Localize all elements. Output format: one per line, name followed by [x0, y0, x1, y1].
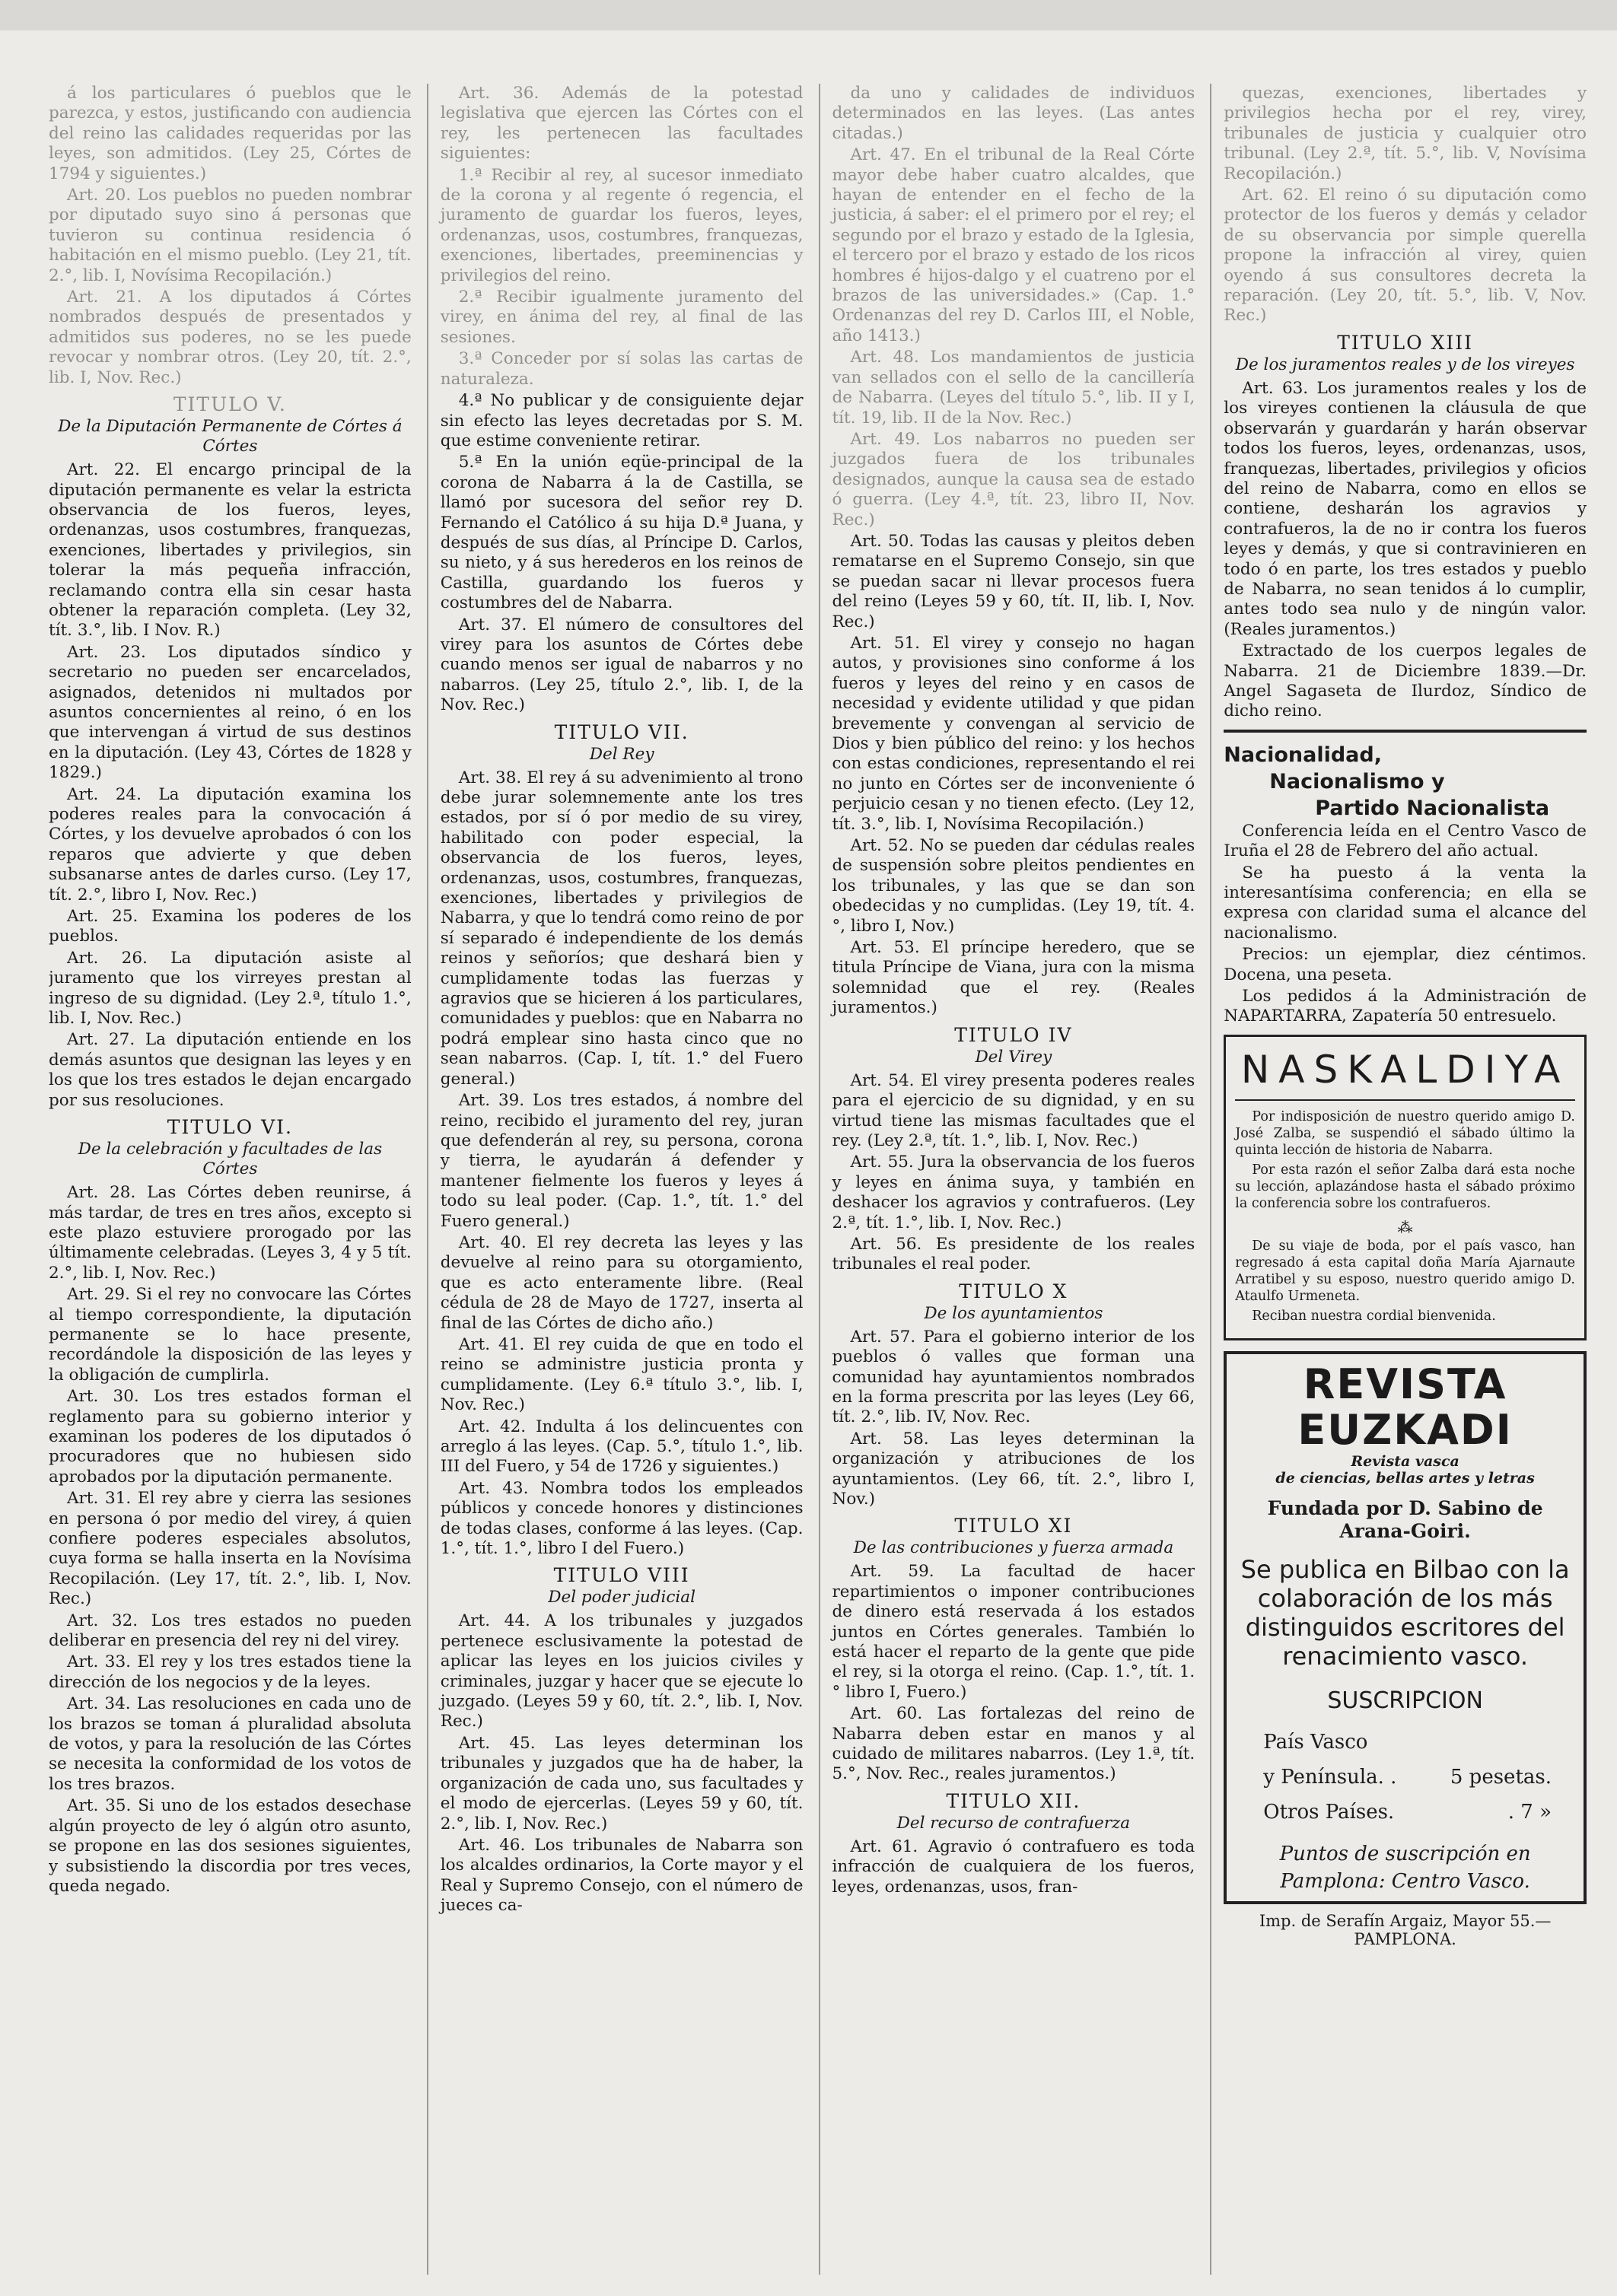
titulo-heading: TITULO XI	[954, 1515, 1073, 1538]
article-paragraph: Art. 62. El reino ó su diputación como protector de los fueros y demás y celador de su observancia por simple querella propone la infracción al virey, quien oyendo á sus consultores decreta la reparación. (Ley 20, tít. 5.°, lib. V, Nov. Rec.)	[1224, 186, 1587, 326]
revista-subtitle-2: de ciencias, bellas artes y letras	[1275, 1469, 1535, 1487]
article-paragraph: Art. 30. Los tres estados forman el reglamento para su gobierno interior y examinan los poderes de los diputados ó procuradores que no hubiesen sido aprobados por la diputación permanente.	[49, 1387, 412, 1487]
revista-subscription-heading: SUSCRIPCION	[1327, 1687, 1483, 1714]
article-paragraph: Art. 48. Los mandamientos de justicia van sellados con el sello de la cancillería de Nabarra. (Leyes del título 5.°, lib. II y I, tít. 19, lib. II de la Nov. Rec.)	[832, 348, 1195, 428]
article-paragraph: 1.ª Recibir al rey, al sucesor inmediato de la corona y al regente ó regencia, el juramento de guardar los fueros, leyes, ordenanzas, usos, costumbres, franquezas, exenciones, libertades, preeminencias y privilegios del reino.	[440, 165, 804, 285]
article-paragraph: Art. 61. Agravio ó contrafuero es toda infracción de cualquiera de los fueros, leyes, ordenanzas, usos, fran-	[832, 1836, 1195, 1897]
titulo-subheading: De las contribuciones y fuerza armada	[853, 1538, 1174, 1558]
column-1	[49, 84, 412, 2275]
naskaldiya-para: Reciban nuestra cordial bienvenida.	[1252, 1308, 1496, 1324]
article-paragraph: Art. 47. En el tribunal de la Real Córte mayor debe haber cuatro alcaldes, que hayan de entender en el fecho de la justicia, á saber: el el primero por el rey; el segundo por el brazo y estado de la Iglesia, el tercero por el brazo y estado de los ricos hombres é hijos-dalgo y el cuatreno por el brazos de las universidades.» (Cap. 1.° Ordenanzas del rey D. Carlos III, el Noble, año 1413.)	[832, 145, 1195, 345]
naskaldiya-para: Por esta razón el señor Zalba dará esta noche su lección, aplazándose hasta el sábado próximo la conferencia sobre los contrafueros.	[1235, 1162, 1575, 1211]
titulo-subheading: De la Diputación Permanente de Córtes á Córtes	[58, 417, 403, 456]
titulo-heading: TITULO VIII	[553, 1564, 690, 1587]
article-paragraph: Art. 20. Los pueblos no pueden nombrar por diputado suyo sino á personas que tuvieron su continua residencia ó habitación en el mismo pueblo. (Ley 21, tít. 2.°, lib. I, Novísima Recopilación.)	[49, 186, 412, 285]
naskaldiya-rule	[1235, 1099, 1575, 1101]
article-paragraph: Art. 38. El rey á su advenimiento al trono debe jurar solemnemente ante los tres estados, por sí ó por medio de su virey, habilitado con poder especial, la observancia de los fueros, leyes, ordenanzas, usos, costumbres, franquezas, exenciones, libertades y privilegios de Nabarra, y que lo tendrá como reino de por sí separado é independiente de los demás reinos y señoríos; que deshará bien y cumplidamente todas las fuerzas y agravios que se hicieren á los particulares, comunidades y pueblos: que en Nabarra no podrá emplear sino hasta cinco que no sean nabarros. (Cap. I, tít. 1.° del Fuero general.)	[440, 768, 804, 1089]
article-paragraph: Art. 26. La diputación asiste al juramento que los virreyes prestan al ingreso de su dignidad. (Ley 2.ª, título 1.°, lib. I, Nov. Rec.)	[49, 948, 412, 1029]
printer-imprint: Imp. de Serafín Argaiz, Mayor 55.—PAMPLONA.	[1259, 1911, 1552, 1948]
article-paragraph: Art. 59. La facultad de hacer repartimientos o imponer contribuciones de dinero está reservada á los estados juntos en Córtes generales. También lo está hacer el reparto de la gente que pide el rey, si la otorga el reino. (Cap. 1.°, tít. 1.° libro I, Fuero.)	[832, 1562, 1195, 1702]
revista-euzkadi-ad	[1224, 1351, 1587, 1904]
nacionalidad-heading-line-1: Nacionalidad,	[1224, 743, 1382, 767]
titulo-heading: TITULO V.	[173, 393, 287, 416]
titulo-subheading: Del Rey	[589, 744, 654, 764]
article-paragraph: Art. 25. Examina los poderes de los pueblos.	[49, 907, 412, 946]
revista-founder: Fundada por D. Sabino de Arana-Goiri.	[1267, 1496, 1543, 1542]
article-paragraph: Art. 24. La diputación examina los poderes reales para la convocación á Córtes, y los devuelve aprobados ó con los reparos que advierte y que deben subsanarse antes de darles curso. (Ley 17, tít. 2.°, libro I, Nov. Rec.)	[49, 784, 412, 905]
price-value: . 7 »	[1507, 1800, 1552, 1824]
article-paragraph: Art. 34. Las resoluciones en cada uno de los brazos se toman á pluralidad absoluta de votos, y para la resolución de las Córtes se necesita la conformidad de los votos de los tres brazos.	[49, 1694, 412, 1794]
nacionalidad-heading-line-2: Nacionalismo y	[1269, 769, 1445, 793]
columns	[49, 84, 1587, 2275]
article-paragraph: Art. 29. Si el rey no convocare las Córtes al tiempo correspondiente, la diputación permanente se lo hace presente, recordándole la disposición de las leyes y la obligación de cumplirla.	[49, 1285, 412, 1385]
naskaldiya-title: NASKALDIYA	[1240, 1047, 1570, 1092]
titulo-subheading: De los juramentos reales y de los vireyes	[1235, 355, 1575, 374]
naskaldiya-para: Por indisposición de nuestro querido amigo D. José Zalba, se suspendió el sábado último la quinta lección de historia de Nabarra.	[1235, 1108, 1575, 1158]
article-paragraph: Art. 28. Las Córtes deben reunirse, á más tardar, de tres en tres años, excepto si este plazo estuviere prorogado por las últimamente celebradas. (Leyes 3, 4 y 5 tít. 2.°, lib. I, Nov. Rec.)	[49, 1183, 412, 1283]
article-paragraph: Art. 52. No se pueden dar cédulas reales de suspensión sobre pleitos pendientes en los tribunales, y las que se dan son obedecidas y no cumplidas. (Ley 19, tít. 4.°, libro I, Nov.)	[832, 836, 1195, 936]
article-paragraph: Art. 40. El rey decreta las leyes y las devuelve al reino para su otorgamiento, que es acto enteramente libre. (Real cédula de 28 de Mayo de 1727, inserta al final de las Córtes de dicho año.)	[440, 1232, 804, 1333]
article-paragraph: quezas, exenciones, libertades y privilegios hecha por el rey, virey, tribunales de justicia y cualquier otro tribunal. (Ley 2.ª, tít. 5.°, lib. V, Novísima Recopilación.)	[1224, 84, 1587, 183]
article-paragraph: Art. 58. Las leyes determinan la organización y atribuciones de los ayuntamientos. (Ley 66, tít. 2.°, libro I, Nov.)	[832, 1429, 1195, 1509]
article-paragraph: Art. 63. Los juramentos reales y los de los vireyes contienen la cláusula de que observarán y guardarán y harán observar todos los fueros, leyes, ordenanzas, usos, franquezas, libertades, privilegios y oficios del reino de Nabarra, como en ellos se contiene, desharán los agravios y contrafueros, la de no ir contra los fueros leyes y demás, y que si contravinieren en todo ó en parte, los tres estados y pueblo de Nabarra, no sean tenidos á lo cumplir, antes todo sea nulo y de ningún valor. (Reales juramentos.)	[1224, 378, 1587, 639]
titulo-heading: TITULO VII.	[554, 720, 689, 743]
article-paragraph: Art. 55. Jura la observancia de los fueros y leyes en ánima suya, y también en deshacer los agravios y contrafueros. (Ley 2.ª, tít. 1.°, lib. I, Nov. Rec.)	[832, 1153, 1195, 1232]
titulo-subheading: Del poder judicial	[548, 1588, 696, 1608]
revista-points: Puntos de suscripción en Pamplona: Centro Vasco.	[1279, 1842, 1531, 1893]
article-paragraph: Art. 51. El virey y consejo no hagan autos, y provisiones sino conforme á los fueros y leyes del reino y en casos de necesidad y evidente utilidad y que pidan brevemente y convengan al servicio de Dios y bien público del reino: y los hechos con estas condiciones, representando el rei no junto en Córtes ser de inconveniente ó perjuicio cesan y no tienen efecto. (Ley 12, tít. 3.°, lib. I, Novísima Recopilación.)	[832, 633, 1195, 834]
price-row	[1236, 1725, 1574, 1760]
article-paragraph: á los particulares ó pueblos que le parezca, y estos, justificando con audiencia del reino las calidades requeridas por las leyes, son admitidos. (Ley 25, Córtes de 1794 y siguientes.)	[49, 84, 412, 183]
article-paragraph: Art. 42. Indulta á los delincuentes con arreglo á las leyes. (Cap. 5.°, título 1.°, lib. III del Fuero, y 54 de 1726 y siguientes.)	[440, 1417, 804, 1477]
article-paragraph: Art. 21. A los diputados á Córtes nombrados después de presentados y admitidos sus poderes, no se les puede revocar y nombrar otros. (Ley 20, tít. 2.°, lib. I, Nov. Rec.)	[49, 288, 412, 387]
price-label: Otros Países.	[1263, 1800, 1395, 1824]
nacionalidad-para: Conferencia leída en el Centro Vasco de Iruña el 28 de Febrero del año actual.	[1224, 821, 1587, 861]
article-paragraph: Art. 22. El encargo principal de la diputación permanente es velar la estricta observancia de los fueros, leyes, ordenanzas, usos costumbres, franquezas, exenciones, libertades y privilegios, sin tolerar la más pequeña infracción, reclamando contra ella sin cesar hasta obtener la reparación completa. (Ley 32, tít. 3.°, lib. I Nov. R.)	[49, 460, 412, 641]
price-row	[1236, 1760, 1574, 1795]
titulo-subheading: Del Virey	[975, 1047, 1052, 1067]
article-paragraph: Art. 37. El número de consultores del virey para los asuntos de Córtes debe cuando menos ser igual de nabarros y no nabarros. (Ley 25, título 2.°, lib. I, de la Nov. Rec.)	[440, 615, 804, 715]
article-paragraph: Art. 50. Todas las causas y pleitos deben rematarse en el Supremo Consejo, sin que se puedan sacar ni llevar procesos fuera del reino (Leyes 59 y 60, tít. II, lib. I, Nov. Rec.)	[832, 531, 1195, 631]
nacionalidad-heading-line-3: Partido Nacionalista	[1315, 796, 1550, 820]
article-paragraph: Art. 35. Si uno de los estados desechase algún proyecto de ley ó algún otro asunto, se propone en las dos sesiones siguientes, y subsistiendo la discordia por tres veces, queda negado.	[49, 1796, 412, 1896]
article-paragraph: Art. 49. Los nabarros no pueden ser juzgados fuera de los tribunales designados, aunque la causa sea de estado ó guerra. (Ley 4.ª, tít. 23, libro II, Nov. Rec.)	[832, 429, 1195, 529]
nacionalidad-para: Se ha puesto á la venta la interesantísima conferencia; en ella se expresa con claridad suma el alcance del nacionalismo.	[1224, 863, 1587, 943]
naskaldiya-box	[1224, 1035, 1587, 1340]
article-paragraph: da uno y calidades de individuos determinados en las leyes. (Las antes citadas.)	[832, 84, 1195, 143]
nacionalidad-heading	[1224, 742, 1587, 822]
article-paragraph: Art. 54. El virey presenta poderes reales para el ejercicio de su dignidad, y en su virtud tiene las mismas facultades que el rey. (Ley 2.ª, tít. 1.°, lib. I, Nov. Rec.)	[832, 1070, 1195, 1150]
column-3	[819, 84, 1195, 2275]
column-2	[427, 84, 804, 2275]
article-paragraph: Art. 56. Es presidente de los reales tribunales el real poder.	[832, 1234, 1195, 1274]
article-paragraph: Art. 27. La diputación entiende en los demás asuntos que designan las leyes y en los que los tres estados le dejan encargado por sus resoluciones.	[49, 1030, 412, 1110]
revista-body: Se publica en Bilbao con la colaboración de los más distinguidos escritores del renacimiento vasco.	[1240, 1554, 1570, 1671]
article-paragraph: 3.ª Conceder por sí solas las cartas de naturaleza.	[440, 349, 804, 389]
article-paragraph: Art. 33. El rey y los tres estados tiene la dirección de los negocios y de la leyes.	[49, 1652, 412, 1692]
article-paragraph: Art. 36. Además de la potestad legislativa que ejercen las Córtes con el rey, les pertenecen las facultades siguientes:	[440, 84, 804, 164]
revista-subtitle: Revista vasca	[1351, 1452, 1459, 1470]
price-label: y Península. .	[1263, 1765, 1397, 1789]
titulo-heading: TITULO VI.	[167, 1116, 293, 1139]
nacionalidad-para: Precios: un ejemplar, diez céntimos. Docena, una peseta.	[1224, 945, 1587, 984]
divider-rule	[1224, 730, 1587, 733]
price-value: 5 pesetas.	[1450, 1765, 1552, 1789]
titulo-heading: TITULO X	[959, 1280, 1068, 1302]
article-paragraph: Art. 43. Nombra todos los empleados públicos y concede honores y distinciones de todas clases, conforme á las leyes. (Cap. 1.°, tít. 1.°, libro I del Fuero.)	[440, 1478, 804, 1559]
column-4	[1210, 84, 1587, 2275]
article-paragraph: Art. 23. Los diputados síndico y secretario no pueden ser encarcelados, asignados, detenidos ni multados por asuntos concernientes al reino, ó en los que intervengan á virtud de sus destinos en la diputación. (Ley 43, Córtes de 1828 y 1829.)	[49, 642, 412, 783]
article-paragraph: Art. 53. El príncipe heredero, que se titula Príncipe de Viana, jura con la misma solemnidad que el rey. (Reales juramentos.)	[832, 938, 1195, 1018]
titulo-subheading: De la celebración y facultades de las Córtes	[78, 1140, 383, 1179]
article-paragraph: Art. 60. Las fortalezas del reino de Nabarra deben estar en manos y al cuidado de militares nabarros. (Ley 1.ª, tít. 5.°, Nov. Rec., reales juramentos.)	[832, 1704, 1195, 1784]
scan-top-strip	[0, 0, 1617, 30]
article-paragraph: Art. 32. Los tres estados no pueden deliberar en presencia del rey ni del virey.	[49, 1611, 412, 1651]
article-paragraph: 2.ª Recibir igualmente juramento del virey, en ánima del rey, al final de las sesiones.	[440, 288, 804, 347]
article-paragraph: 5.ª En la unión eqüe-principal de la corona de Nabarra á la de Castilla, se llamó por sucesora del señor rey D. Fernando el Católico á su hija D.ª Juana, y después de sus días, al Príncipe D. Carlos, su nieto, y á sus herederos en los reinos de Castilla, guardando los fueros y costumbres del de Nabarra.	[440, 453, 804, 613]
article-paragraph: 4.ª No publicar y de consiguiente dejar sin efecto las leyes decretadas por S. M. que estime conveniente retirar.	[440, 391, 804, 450]
titulo-heading: TITULO XIII	[1337, 331, 1473, 354]
titulo-subheading: Del recurso de contrafuerza	[896, 1813, 1131, 1833]
titulo-heading: TITULO IV	[954, 1023, 1073, 1046]
article-paragraph: Art. 31. El rey abre y cierra las sesiones en persona ó por medio del virey, á quien confiere poderes especiales absolutos, cuya forma se halla inserta en la Novísima Recopilación. (Ley 17, tít. 2.°, lib. I, Nov. Rec.)	[49, 1489, 412, 1609]
revista-title: REVISTA EUZKADI	[1297, 1359, 1513, 1454]
article-paragraph: Art. 44. A los tribunales y juzgados pertenece esclusivamente la potestad de aplicar las leyes en los juicios civiles y criminales, juzgar y hacer que se ejecute lo juzgado. (Leyes 59 y 60, tít. 2.°, lib. I, Nov. Rec.)	[440, 1611, 804, 1732]
price-label: País Vasco	[1263, 1730, 1368, 1754]
asterism-icon: ⁂	[1397, 1217, 1413, 1236]
titulo-subheading: De los ayuntamientos	[924, 1303, 1103, 1323]
article-paragraph: Art. 45. Las leyes determinan los tribunales y juzgados que ha de haber, la organización de cada uno, sus facultades y el modo de ejercerlas. (Leyes 59 y 60, tít. 2.°, lib. I, Nov. Rec.)	[440, 1733, 804, 1833]
naskaldiya-para: De su viaje de boda, por el país vasco, han regresado á esta capital doña María Ajarnaute Arratibel y su esposo, nuestro querido amigo D. Ataulfo Urmeneta.	[1235, 1238, 1575, 1304]
titulo-heading: TITULO XII.	[946, 1789, 1081, 1812]
article-paragraph: Art. 57. Para el gobierno interior de los pueblos ó valles que forman una comunidad hay ayuntamientos nombrados en la forma prescrita por las leyes (Ley 66, tít. 2.°, lib. IV, Nov. Rec.	[832, 1327, 1195, 1427]
nacionalidad-para: Los pedidos á la Administración de NAPARTARRA, Zapatería 50 entresuelo.	[1224, 987, 1587, 1026]
column-4-articles	[1224, 332, 1587, 722]
article-paragraph: Art. 39. Los tres estados, á nombre del reino, recibido el juramento del rey, juran que defenderán al rey, su persona, corona y tierra, le ayudarán á defender y mantener fielmente los fueros y leyes á todo su leal poder. (Cap. 1.°, tít. 1.° del Fuero general.)	[440, 1091, 804, 1231]
article-paragraph: Art. 46. Los tribunales de Nabarra son los alcaldes ordinarios, la Corte mayor y el Real y Supremo Consejo, con el número de jueces ca-	[440, 1835, 804, 1916]
article-paragraph: Extractado de los cuerpos legales de Nabarra. 21 de Diciembre 1839.—Dr. Angel Sagaseta de Ilurdoz, Síndico de dicho reino.	[1224, 641, 1587, 721]
article-paragraph: Art. 41. El rey cuida de que en todo el reino se administre justicia pronta y cumplidamente. (Ley 6.ª título 3.°, lib. I, Nov. Rec.)	[440, 1334, 804, 1415]
price-row	[1236, 1795, 1574, 1830]
column-4-faded-text	[1224, 84, 1587, 326]
